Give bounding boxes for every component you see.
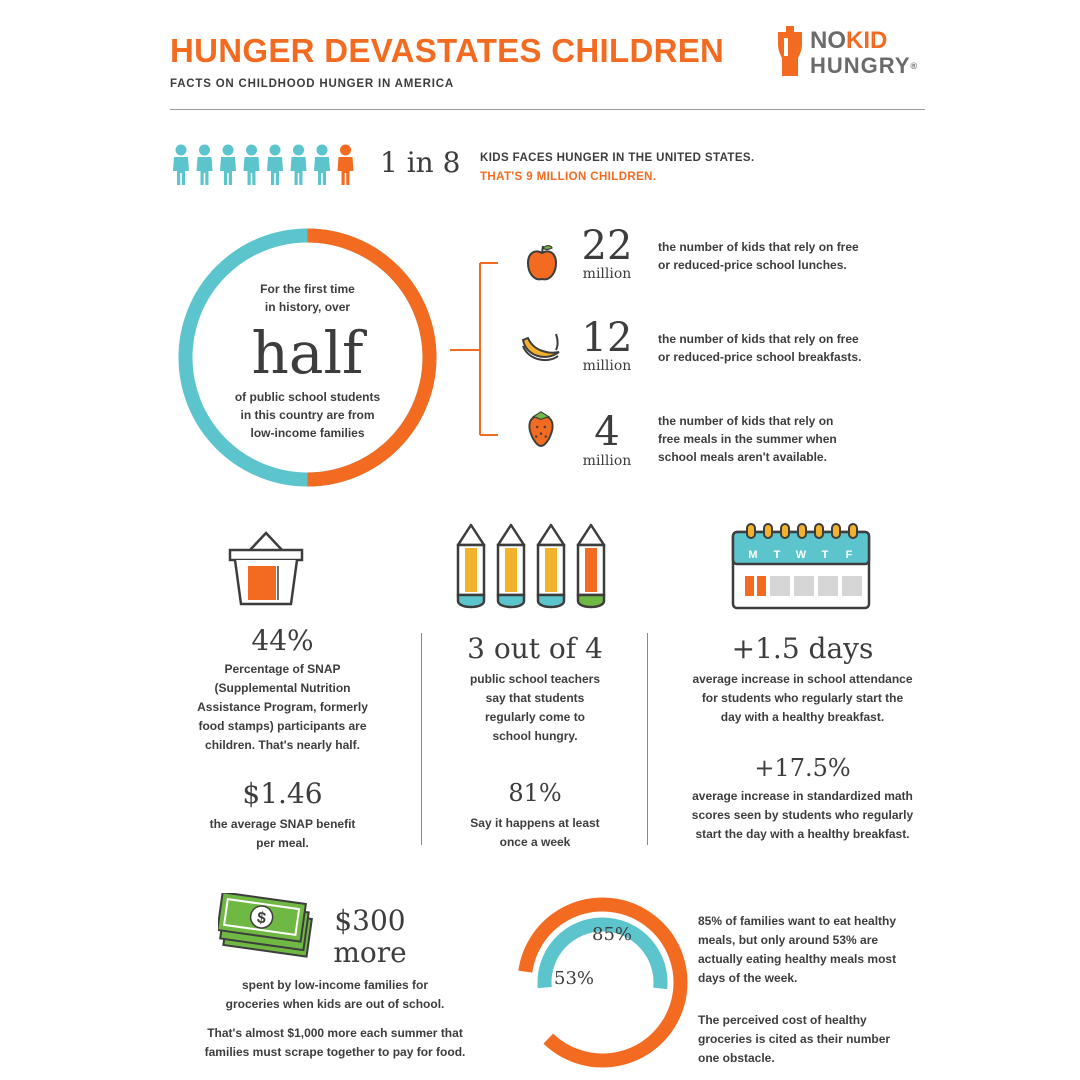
healthy-want-line: days of the week. — [698, 971, 798, 985]
healthy-want-line: actually eating healthy meals most — [698, 952, 897, 966]
snap-text-line: food stamps) participants are — [198, 719, 367, 733]
healthy-want-text — [698, 912, 938, 988]
snap-benefit-line: per meal. — [256, 836, 309, 850]
half-intro-line: For the first time — [260, 282, 355, 296]
snap-benefit-text — [175, 815, 390, 853]
teachers-text-line: say that students — [485, 691, 585, 705]
column-divider — [421, 633, 422, 845]
teachers-column — [435, 632, 635, 852]
lunch-description-line: the number of kids that rely on free — [658, 240, 859, 254]
calendar-icon — [731, 522, 873, 612]
banana-icon — [520, 330, 562, 364]
lunch-unit: million — [582, 266, 632, 282]
logo-registered-mark: ® — [910, 61, 918, 71]
summer-total-line: That's almost $1,000 more each summer that — [207, 1026, 463, 1040]
weekly-text — [435, 814, 635, 852]
breakfast-description-line: or reduced-price school breakfasts. — [658, 350, 862, 364]
attendance-text-line: day with a healthy breakfast. — [720, 710, 885, 724]
column-divider — [647, 633, 648, 845]
half-big-word: half — [251, 319, 364, 387]
summer-amount — [325, 905, 415, 969]
breakfast-unit: million — [582, 358, 632, 374]
logo-fork-icon — [772, 24, 808, 78]
calendar-ring-icon — [798, 524, 806, 538]
attendance-text — [670, 670, 935, 727]
snap-benefit-stat: $1.46 — [242, 777, 323, 810]
half-intro-text — [235, 280, 380, 316]
summer-total-line: families must scrape together to pay for food. — [204, 1045, 466, 1059]
summer-spend-text — [180, 976, 490, 1014]
money-icon — [218, 893, 318, 965]
snap-text-line: Percentage of SNAP — [224, 662, 341, 676]
child-figure-icon — [173, 145, 189, 186]
snap-benefit-line: the average SNAP benefit — [209, 817, 356, 831]
snap-text-line: (Supplemental Nutrition — [214, 681, 351, 695]
kids-hunger-line: KIDS FACES HUNGER IN THE UNITED STATES. — [480, 152, 755, 164]
teachers-text-line: regularly come to — [484, 710, 586, 724]
child-figure-icon — [267, 145, 283, 186]
apple-icon — [525, 243, 559, 283]
child-figure-icon — [244, 145, 260, 186]
outer-arc-label: 85% — [592, 924, 633, 945]
half-intro-line: in history, over — [264, 300, 351, 314]
breakfast-number: 12 — [581, 315, 633, 361]
weekly-text-line: once a week — [499, 835, 571, 849]
lunch-description-line: or reduced-price school lunches. — [658, 258, 847, 272]
attendance-stat: +1.5 days — [731, 632, 874, 665]
lunch-description — [658, 238, 859, 274]
basket-icon — [228, 528, 304, 608]
logo — [810, 27, 918, 80]
teachers-text-line: school hungry. — [492, 729, 578, 743]
summer-spend-line: groceries when kids are out of school. — [225, 997, 445, 1011]
breakfast-description-line: the number of kids that rely on free — [658, 332, 859, 346]
calendar-day-label: T — [821, 549, 829, 561]
summer-amount-more: more — [333, 936, 407, 969]
summer-spend-line: spent by low-income families for — [241, 978, 429, 992]
healthy-cost-line: The perceived cost of healthy — [698, 1013, 867, 1027]
weekly-stat: 81% — [508, 779, 562, 807]
summer-meals-number: 4 — [594, 409, 620, 455]
child-figure-icon — [197, 145, 213, 186]
half-detail-line: in this country are from — [240, 408, 375, 422]
pencils-icon — [454, 523, 614, 613]
strawberry-icon — [524, 408, 558, 448]
children-figures-icon — [170, 143, 360, 187]
calendar-ring-icon — [781, 524, 789, 538]
calendar-ring-icon — [832, 524, 840, 538]
attendance-text-line: average increase in school attendance — [692, 672, 913, 686]
meals-bracket — [450, 255, 500, 440]
math-stat: +17.5% — [754, 754, 851, 782]
attendance-text-line: for students who regularly start the — [701, 691, 904, 705]
calendar-ring-icon — [764, 524, 772, 538]
one-in-eight-stat: 1 in 8 — [380, 146, 461, 179]
math-text-line: start the day with a healthy breakfast. — [695, 827, 910, 841]
weekly-text-line: Say it happens at least — [470, 816, 600, 830]
pencil-icon — [458, 525, 484, 607]
child-figure-icon — [291, 145, 307, 186]
svg-text:$: $ — [255, 909, 267, 928]
teachers-text — [435, 670, 635, 746]
healthy-cost-text — [698, 1011, 938, 1068]
calendar-day-label: T — [773, 549, 781, 561]
logo-kid: KID — [846, 27, 888, 54]
header-divider — [170, 109, 925, 110]
healthy-want-line: 85% of families want to eat healthy — [698, 914, 897, 928]
pencil-icon — [578, 525, 604, 607]
logo-hungry: HUNGRY — [810, 53, 911, 78]
breakfast-column — [670, 632, 935, 844]
calendar-ring-icon — [849, 524, 857, 538]
math-text — [670, 787, 935, 844]
summer-meals-description — [658, 412, 837, 466]
half-detail-line: low-income families — [250, 426, 365, 440]
snap-text-line: children. That's nearly half. — [205, 738, 360, 752]
half-detail-text — [215, 388, 400, 442]
calendar-day-label: W — [795, 549, 807, 561]
teachers-stat: 3 out of 4 — [467, 632, 603, 665]
calendar-day-label: F — [845, 549, 853, 561]
lunch-number: 22 — [581, 223, 633, 269]
pencil-icon — [498, 525, 524, 607]
summer-meals-description-line: free meals in the summer when — [658, 432, 837, 446]
child-figure-icon — [314, 145, 330, 186]
nine-million-line: THAT'S 9 MILLION CHILDREN. — [480, 171, 657, 183]
summer-amount-value: $300 — [334, 904, 406, 937]
half-detail-line: of public school students — [234, 390, 381, 404]
calendar-ring-icon — [815, 524, 823, 538]
snap-text — [175, 660, 390, 755]
pencil-icon — [538, 525, 564, 607]
teachers-text-line: public school teachers — [469, 672, 601, 686]
snap-column — [175, 624, 390, 853]
calendar-ring-icon — [747, 524, 755, 538]
child-figure-icon — [338, 145, 354, 186]
breakfast-description — [658, 330, 861, 366]
inner-arc-label: 53% — [554, 968, 595, 989]
snap-text-line: Assistance Program, formerly — [197, 700, 368, 714]
healthy-cost-line: one obstacle. — [698, 1051, 775, 1065]
math-text-line: average increase in standardized math — [692, 789, 913, 803]
summer-meals-description-line: the number of kids that rely on — [658, 414, 834, 428]
summer-meals-description-line: school meals aren't available. — [658, 450, 827, 464]
calendar-day-label: M — [748, 549, 758, 561]
snap-stat: 44% — [251, 624, 314, 657]
summer-total-text — [160, 1024, 510, 1062]
math-text-line: scores seen by students who regularly — [691, 808, 914, 822]
healthy-meals-chart — [515, 895, 690, 1070]
page-title: HUNGER DEVASTATES CHILDREN — [170, 32, 725, 69]
page-subtitle: FACTS ON CHILDHOOD HUNGER IN AMERICA — [170, 78, 454, 90]
logo-no: NO — [810, 27, 846, 54]
child-figure-icon — [220, 145, 236, 186]
healthy-want-line: meals, but only around 53% are — [698, 933, 879, 947]
summer-meals-unit: million — [582, 453, 632, 469]
healthy-cost-line: groceries is cited as their number — [698, 1032, 891, 1046]
